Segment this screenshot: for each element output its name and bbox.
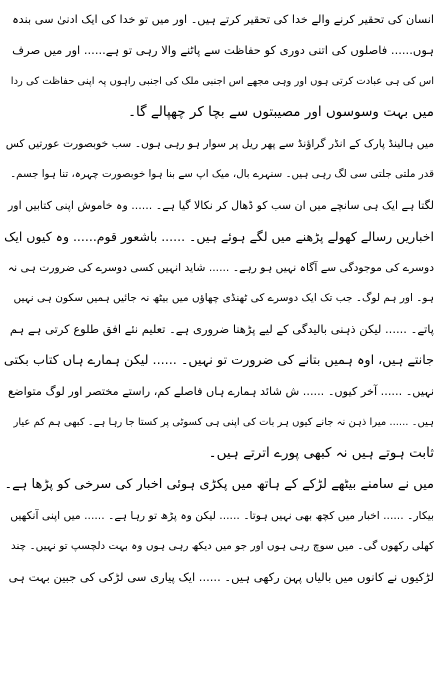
text-line: بیکار۔ ...... اخبار میں کچھ بھی نہیں ہوتا۔ ...... لیکن وہ پڑھ تو رہا ہے۔ ...... میں اپنی آنکھیں <box>10 509 434 522</box>
text-line: دوسرے کی موجودگی سے آگاہ نہیں ہو رہے۔ ...... شاید انہیں کسی دوسرے کی ضرورت ہی نہ <box>7 261 434 274</box>
text-line: ہیں۔ ...... میرا ذہن نہ جانے کیوں ہر بات کی اپنی ہی کسوٹی پر کستا جا رہا ہے۔ کبھی ہم کم عیار <box>13 417 434 428</box>
paragraph-2 <box>4 128 434 469</box>
text-line: قدر ملتی جلتی سی لگ رہی ہیں۔ سنہرے بال، میک اپ سے بنا ہوا خوبصورت چہرہ، تنا ہوا جسم۔ <box>10 168 434 180</box>
text-line: ہوں...... فاصلوں کی اتنی دوری کو حفاظت سے پاٹنے والا رہی تو ہے...... اور میں صرف <box>12 43 434 57</box>
text-line: نہیں۔ ...... آخر کیوں۔ ...... ش شائد ہمارے ہاں فاصلے کم، راستے مختصر اور لوگ متواضع <box>8 385 434 398</box>
text-line: میں بہت وسوسوں اور مصیبتوں سے بچا کر چھپالے گا۔ <box>128 104 434 120</box>
text-line: لڑکیوں نے کانوں میں بالیاں پہن رکھی ہیں۔ ...... ایک پیاری سی لڑکی کی جبین بہت ہی <box>8 570 434 584</box>
text-line: جانتے ہیں، اوہ ہمیں بتانے کی ضرورت تو نہیں۔ ...... لیکن ہمارے ہاں کتاب بکتی <box>4 353 434 368</box>
text-line: میں ہالینڈ پارک کے انڈر گراؤنڈ سے پھر ریل پر سوار ہو رہی ہوں۔ سب خوبصورت عورتیں کس <box>5 137 434 150</box>
text-line: لگتا ہے ایک ہی سانچے میں ان سب کو ڈھال کر نکالا گیا ہے۔ ...... وہ خاموش اپنی کتابیں اور <box>7 199 434 212</box>
text-line: میں نے سامنے بیٹھے لڑکے کے ہاتھ میں پکڑی ہوئی اخبار کی سرخی کو پڑھا ہے۔ <box>4 477 434 492</box>
text-line: انسان کی تحقیر کرنے والے خدا کی تحقیر کرتے ہیں۔ اور میں تو خدا کی ایک ادنیٰ سی بندہ <box>12 13 434 26</box>
paragraph-3 <box>4 469 434 593</box>
text-line: ہو۔ اور ہم لوگ۔ جب تک ایک دوسرے کی ٹھنڈی چھاؤں میں بیٹھ نہ جائیں ہمیں سکون ہی نہیں <box>13 292 434 304</box>
text-line: کھلی رکھوں گی۔ میں سوچ رہی ہوں اور جو میں دیکھ رہی ہوں وہ بہت دلچسپ تو نہیں۔ چند <box>10 540 434 552</box>
text-line: ثابت ہوتے ہیں نہ کبھی پورے اترتے ہیں۔ <box>208 445 434 461</box>
paragraph-1 <box>4 4 434 128</box>
text-line: اس کی ہی عبادت کرتی ہوں اور وہی مجھے اس اجنبی ملک کی اجنبی راہوں پہ اپنی حفاظت کی ردا <box>10 76 434 87</box>
text-line: پاتے۔ ...... لیکن ذہنی بالیدگی کے لیے پڑھنا ضروری ہے۔ تعلیم نئے افق طلوع کرتی ہے ہم <box>9 322 434 336</box>
text-line: اخباریں رسالے کھولے پڑھنے میں لگے ہوئے ہیں۔ ...... باشعور قوم...... وہ کیوں ایک <box>4 229 434 244</box>
